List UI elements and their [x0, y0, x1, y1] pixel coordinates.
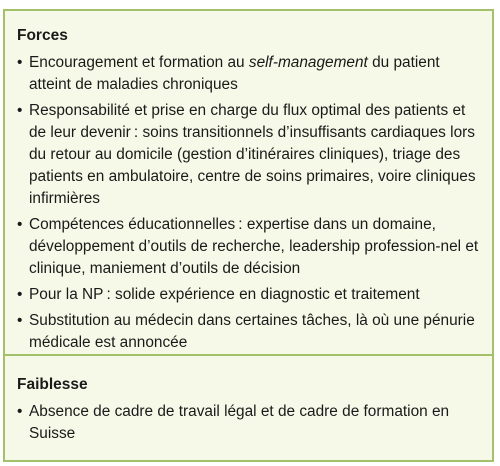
faiblesse-section — [5, 356, 492, 460]
list-item — [17, 284, 480, 306]
bullet-icon: • — [17, 312, 23, 329]
list-item — [17, 401, 480, 445]
list-item-text: Responsabilité et prise en charge du flux optimal des patients et de leur devenir : soins transitionnels d’insuffisants cardiaques lors du retour au domicile (gestion d’itinéraires cliniques), triage des patients en ambulatoire, centre de soins primaires, voire cliniques infirmières — [29, 102, 476, 207]
list-item — [17, 310, 480, 354]
bullet-icon: • — [17, 403, 23, 420]
forces-heading: Forces — [17, 27, 68, 44]
bullet-icon: • — [17, 286, 23, 303]
list-item — [17, 100, 480, 210]
list-item — [17, 214, 480, 280]
list-item-text: Pour la NP : solide expérience en diagnostic et traitement — [29, 286, 420, 303]
list-item-text-start: Encouragement et formation au — [29, 54, 249, 71]
bullet-icon: • — [17, 216, 23, 233]
list-item-text: Substitution au médecin dans certaines tâches, là où une pénurie médicale est annoncée — [29, 312, 475, 351]
forces-section — [5, 11, 492, 356]
faiblesse-heading: Faiblesse — [17, 376, 88, 393]
list-item-text: Compétences éducationnelles : expertise dans un domaine, développement d’outils de recherche, leadership profession-nel et clinique, maniement d’outils de décision — [29, 216, 479, 277]
list-item — [17, 52, 480, 96]
list-item-text-end: du patient atteint de maladies chroniques — [29, 54, 440, 93]
list-item-text: Absence de cadre de travail légal et de cadre de formation en Suisse — [29, 403, 450, 442]
bullet-icon: • — [17, 102, 23, 119]
bullet-icon: • — [17, 54, 23, 71]
list-item-italic-term: self-management — [248, 54, 368, 71]
info-box — [3, 9, 494, 462]
forces-list — [17, 52, 480, 354]
faiblesse-list — [17, 401, 480, 445]
